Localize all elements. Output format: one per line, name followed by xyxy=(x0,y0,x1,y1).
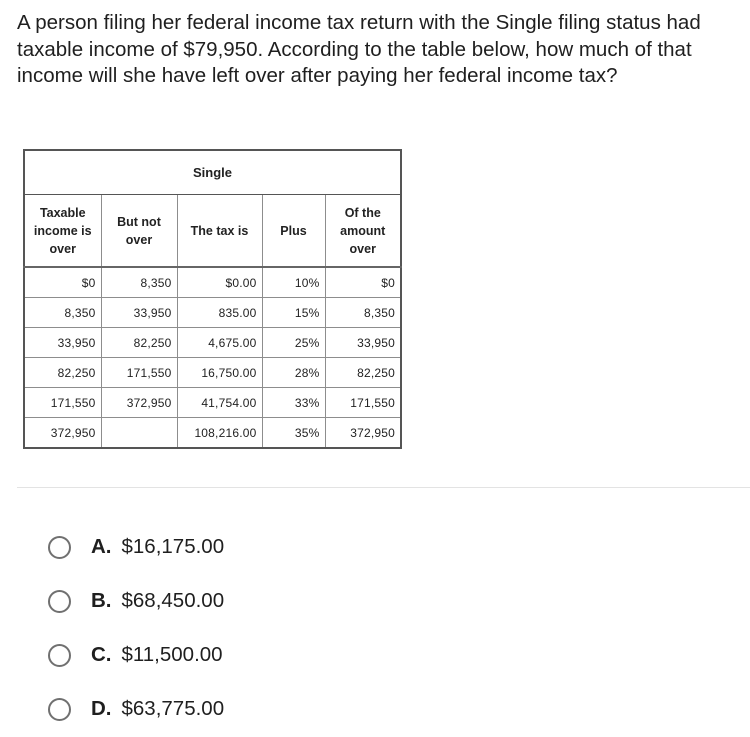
section-divider xyxy=(17,487,750,488)
table-cell: 33,950 xyxy=(325,328,401,358)
table-cell: 8,350 xyxy=(24,298,101,328)
column-header-but-not-over: But not over xyxy=(101,195,177,268)
table-cell: 15% xyxy=(262,298,325,328)
table-cell: 372,950 xyxy=(24,418,101,449)
radio-button-icon[interactable] xyxy=(48,536,71,559)
table-cell: 82,250 xyxy=(325,358,401,388)
table-cell: 82,250 xyxy=(24,358,101,388)
table-row xyxy=(24,328,401,358)
column-header-taxable-income: Taxable income is over xyxy=(24,195,101,268)
table-cell: 41,754.00 xyxy=(177,388,262,418)
table-cell: 171,550 xyxy=(24,388,101,418)
table-cell: 25% xyxy=(262,328,325,358)
column-header-of-amount-over: Of the amount over xyxy=(325,195,401,268)
table-row xyxy=(24,267,401,298)
choice-letter: C. xyxy=(91,643,112,666)
table-cell: $0.00 xyxy=(177,267,262,298)
radio-button-icon[interactable] xyxy=(48,698,71,721)
column-header-tax-is: The tax is xyxy=(177,195,262,268)
table-cell: 33% xyxy=(262,388,325,418)
radio-button-icon[interactable] xyxy=(48,644,71,667)
table-cell: 835.00 xyxy=(177,298,262,328)
choice-a[interactable] xyxy=(48,520,224,574)
table-cell: $0 xyxy=(24,267,101,298)
choice-letter: B. xyxy=(91,589,112,612)
table-row xyxy=(24,358,401,388)
table-cell: 171,550 xyxy=(101,358,177,388)
table-row xyxy=(24,418,401,449)
column-header-plus: Plus xyxy=(262,195,325,268)
table-cell: 8,350 xyxy=(325,298,401,328)
choice-c[interactable] xyxy=(48,628,224,682)
choice-text: $68,450.00 xyxy=(121,589,225,612)
answer-choices xyxy=(48,520,224,736)
table-row xyxy=(24,298,401,328)
table-cell: 16,750.00 xyxy=(177,358,262,388)
table-cell: 4,675.00 xyxy=(177,328,262,358)
choice-text: $63,775.00 xyxy=(121,697,225,720)
choice-b[interactable] xyxy=(48,574,224,628)
table-cell: 372,950 xyxy=(101,388,177,418)
question-text: A person filing her federal income tax return with the Single filing status had taxable income of $79,950. According to the table below, how much of that income will she have left over after paying her federal income tax? xyxy=(17,11,701,87)
table-cell: 108,216.00 xyxy=(177,418,262,449)
table-cell: 372,950 xyxy=(325,418,401,449)
table-caption: Single xyxy=(24,150,401,195)
table-cell: 33,950 xyxy=(24,328,101,358)
choice-d[interactable] xyxy=(48,682,224,736)
table-cell: 33,950 xyxy=(101,298,177,328)
radio-button-icon[interactable] xyxy=(48,590,71,613)
table-cell: $0 xyxy=(325,267,401,298)
choice-text: $16,175.00 xyxy=(121,535,225,558)
table-cell: 171,550 xyxy=(325,388,401,418)
choice-letter: A. xyxy=(91,535,112,558)
table-cell: 82,250 xyxy=(101,328,177,358)
choice-letter: D. xyxy=(91,697,112,720)
choice-text: $11,500.00 xyxy=(121,643,223,666)
table-cell: 8,350 xyxy=(101,267,177,298)
tax-rate-table xyxy=(23,149,402,449)
table-cell xyxy=(101,418,177,449)
table-row xyxy=(24,388,401,418)
table-cell: 10% xyxy=(262,267,325,298)
table-cell: 35% xyxy=(262,418,325,449)
table-cell: 28% xyxy=(262,358,325,388)
